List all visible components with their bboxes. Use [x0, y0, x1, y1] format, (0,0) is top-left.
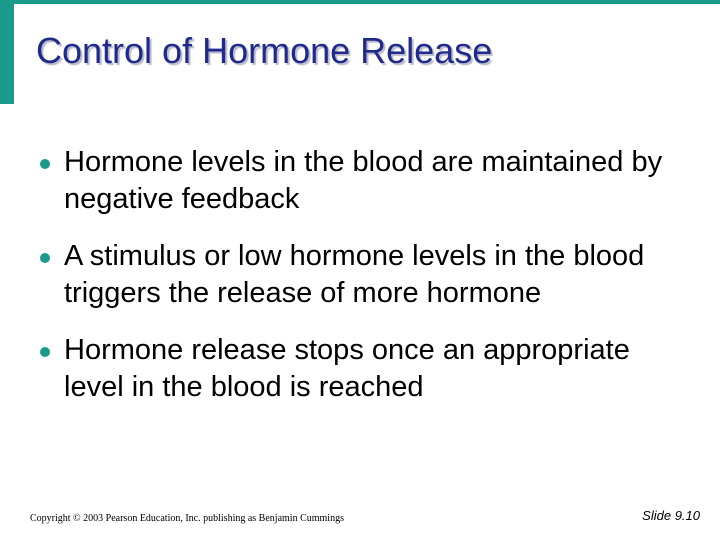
bullet-dot-icon — [40, 159, 50, 169]
bullet-item — [36, 144, 686, 218]
bullet-list — [36, 144, 686, 426]
bullet-item — [36, 332, 686, 406]
copyright-notice: Copyright © 2003 Pearson Education, Inc. publishing as Benjamin Cummings — [30, 513, 344, 524]
bullet-dot-icon — [40, 347, 50, 357]
bullet-text: Hormone release stops once an appropriate level in the blood is reached — [64, 334, 630, 403]
bullet-dot-icon — [40, 253, 50, 263]
slide-number: Slide 9.10 — [642, 508, 700, 523]
bullet-item — [36, 238, 686, 312]
accent-bar-vertical — [0, 0, 14, 104]
bullet-text: A stimulus or low hormone levels in the blood triggers the release of more hormone — [64, 240, 645, 309]
accent-bar-horizontal — [0, 0, 720, 4]
slide-title: Control of Hormone Release — [36, 30, 493, 71]
bullet-text: Hormone levels in the blood are maintained by negative feedback — [64, 146, 663, 215]
